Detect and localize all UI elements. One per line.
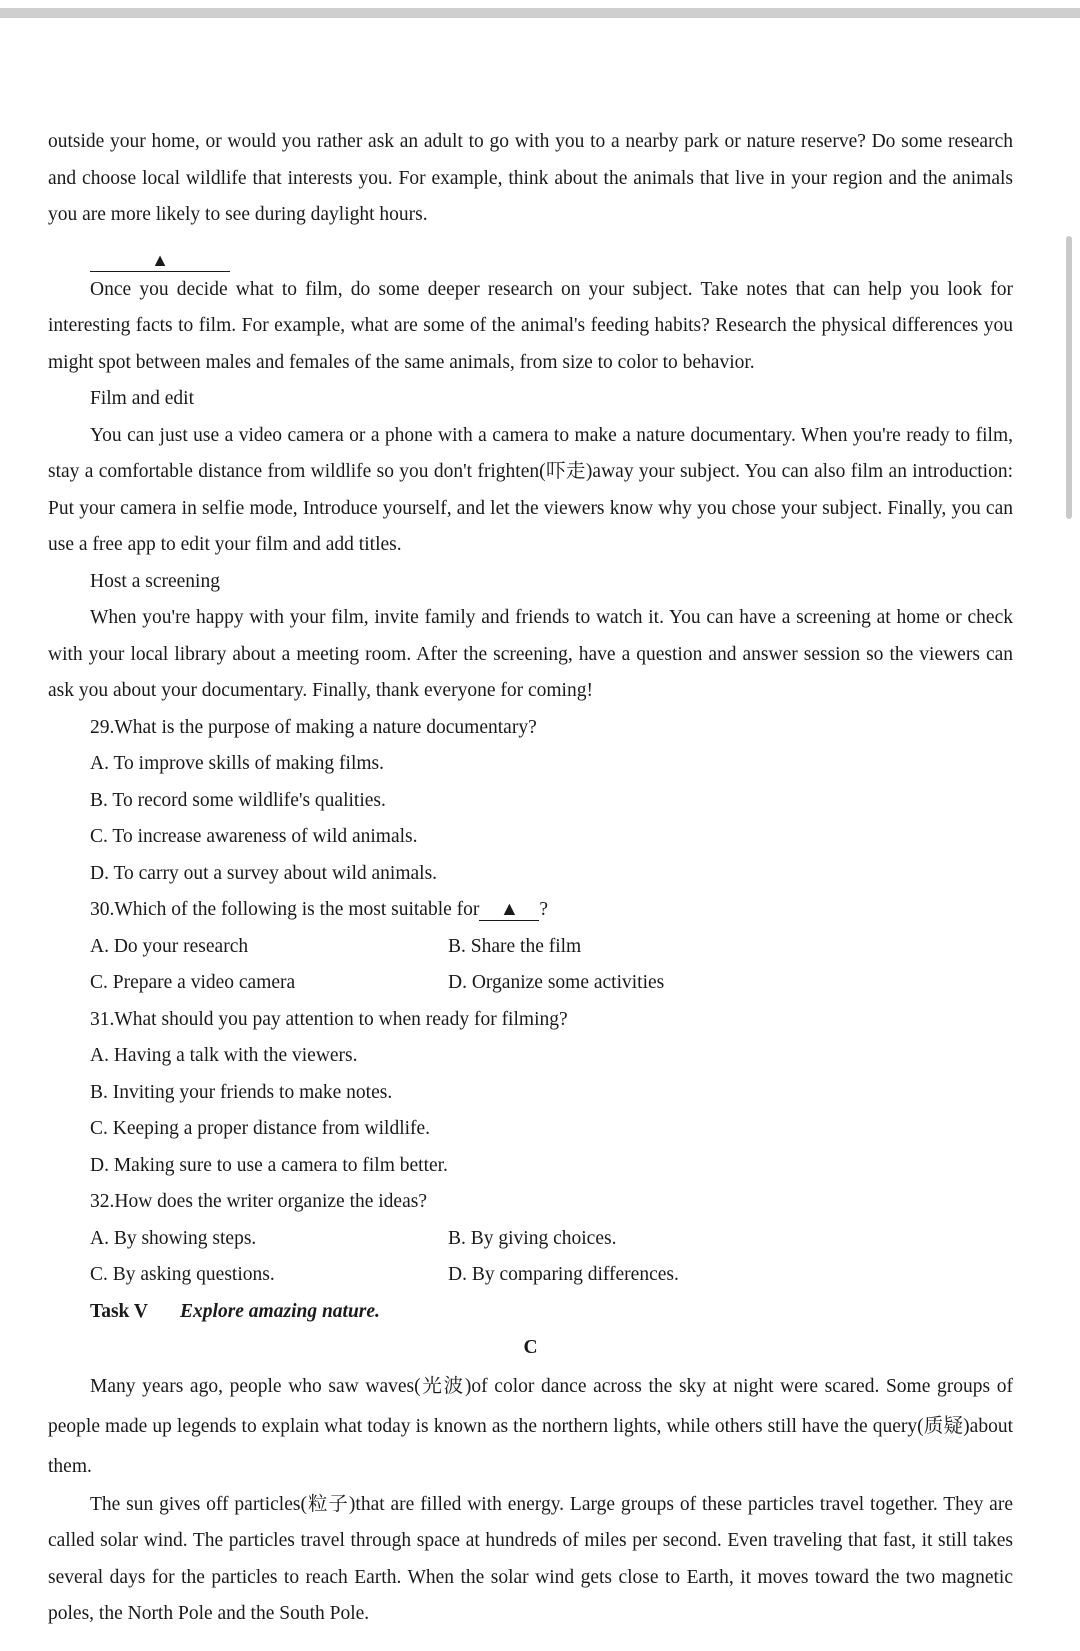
question-32: 32.How does the writer organize the ideas? bbox=[90, 1191, 427, 1212]
option-31-d: D. Making sure to use a camera to film better. bbox=[90, 1154, 448, 1176]
option-31-a: A. Having a talk with the viewers. bbox=[90, 1045, 358, 1066]
options-32-row-1 bbox=[48, 1221, 1013, 1258]
blank-29 bbox=[48, 234, 1013, 272]
option-29-d: D. To carry out a survey about wild animals. bbox=[90, 862, 438, 884]
option-32-a: A. By showing steps. bbox=[90, 1227, 257, 1249]
paragraph-northern-lights: Many years ago, people who saw waves(光波)of color dance across the sky at night were scared. Some groups of people made up legends to explain what today is known as the northern lights, while others still have the query(质疑)about them. bbox=[48, 1375, 1013, 1477]
scrollbar[interactable] bbox=[1066, 236, 1072, 519]
paragraph-solar-wind: The sun gives off particles(粒子)that are filled with energy. Large groups of these particles travel together. They are called solar wind. The particles travel through space at hundreds of miles per second. Even traveling that fast, it still takes several days for the particles to reach Earth. When the solar wind gets close to Earth, it moves toward the two magnetic poles, the North Pole and the South Pole. bbox=[48, 1493, 1013, 1624]
options-32-row-2 bbox=[48, 1257, 1013, 1294]
inline-blank-triangle: ▲ bbox=[479, 900, 539, 921]
question-30-mark: ? bbox=[539, 899, 549, 920]
paragraph-intro-end: outside your home, or would you rather ask an adult to go with you to a nearby park or nature reserve? Do some research and choose local wildlife that interests you. For example, think about the animals that live in your region and the animals you are more likely to see during daylight hours. bbox=[48, 131, 1013, 225]
option-32-c: C. By asking questions. bbox=[90, 1264, 275, 1285]
heading-host-screening: Host a screening bbox=[90, 570, 220, 592]
options-30-row-2 bbox=[48, 965, 1013, 1002]
option-30-d: D. Organize some activities bbox=[448, 972, 665, 993]
blank-triangle: ▲ bbox=[90, 249, 230, 272]
option-32-d: D. By comparing differences. bbox=[448, 1264, 679, 1285]
task-label: Task V bbox=[90, 1300, 149, 1322]
options-30-row-1 bbox=[48, 929, 1013, 966]
section-letter: C bbox=[523, 1337, 538, 1358]
question-30-text: 30.Which of the following is the most suitable for bbox=[90, 899, 480, 920]
question-30 bbox=[48, 892, 1013, 929]
option-29-a: A. To improve skills of making films. bbox=[90, 753, 385, 774]
heading-film-and-edit: Film and edit bbox=[90, 388, 194, 409]
paragraph-research: Once you decide what to film, do some deeper research on your subject. Take notes that can help you look for interesting facts to film. For example, what are some of the animal's feeding habits? Research the physical differences you might spot between males and females of the same animals, from size to color to behavior. bbox=[48, 278, 1013, 373]
question-29: 29.What is the purpose of making a nature documentary? bbox=[90, 716, 537, 738]
option-30-c: C. Prepare a video camera bbox=[90, 972, 296, 993]
option-29-c: C. To increase awareness of wild animals. bbox=[90, 826, 418, 847]
option-30-a: A. Do your research bbox=[90, 935, 249, 957]
option-31-c: C. Keeping a proper distance from wildlife. bbox=[90, 1118, 431, 1139]
task-title: Explore amazing nature. bbox=[180, 1300, 380, 1322]
option-31-b: B. Inviting your friends to make notes. bbox=[90, 1081, 393, 1103]
task-heading bbox=[48, 1294, 1013, 1331]
option-29-b: B. To record some wildlife's qualities. bbox=[90, 789, 386, 811]
document-page bbox=[48, 124, 1013, 1633]
option-32-b: B. By giving choices. bbox=[448, 1227, 617, 1249]
top-bar bbox=[0, 8, 1080, 18]
paragraph-screening: When you're happy with your film, invite family and friends to watch it. You can have a screening at home or check with your local library about a meeting room. After the screening, have a question and answer session so the viewers can ask you about your documentary. Finally, thank everyone for coming! bbox=[48, 607, 1013, 701]
question-31: 31.What should you pay attention to when ready for filming? bbox=[90, 1008, 568, 1030]
paragraph-film: You can just use a video camera or a phone with a camera to make a nature documentary. When you're ready to film, stay a comfortable distance from wildlife so you don't frighten(吓走)away your subject. You can also film an introduction: Put your camera in selfie mode, Introduce yourself, and let the viewers know why you chose your subject. Finally, you can use a free app to edit your film and add titles. bbox=[48, 424, 1013, 555]
option-30-b: B. Share the film bbox=[448, 935, 582, 957]
